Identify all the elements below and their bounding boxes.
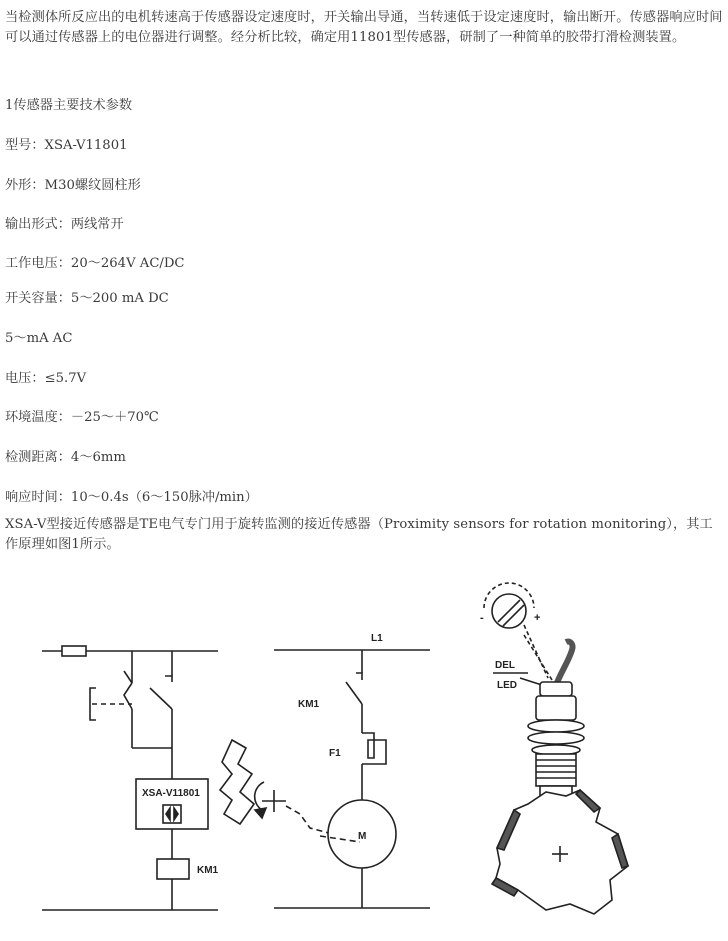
led-label: LED	[497, 680, 517, 691]
spec-shape: 外形：M30螺纹圆柱形	[5, 178, 141, 193]
description-paragraph: XSA-V型接近传感器是TE电气专门用于旋转监测的接近传感器（Proximity sensors for rotation monitoring），其工作原理如图1所示。	[5, 517, 713, 552]
motor-circuit	[274, 633, 430, 908]
spec-voltage-clipped: 工作电压：20～264V AC/DC	[5, 256, 185, 271]
left-circuit	[42, 646, 219, 910]
f1-label: F1	[329, 748, 341, 759]
km1-coil	[157, 859, 189, 879]
l1-label: L1	[371, 633, 383, 644]
section-heading: 1传感器主要技术参数	[5, 98, 133, 113]
del-label: DEL	[495, 660, 515, 671]
spec-model: 型号：XSA-V11801	[5, 138, 128, 153]
minus-label: -	[480, 612, 484, 624]
km1-switch-label: KM1	[298, 699, 320, 710]
plus-label: +	[534, 612, 541, 624]
spec-capacity-ac: 5～mA AC	[5, 331, 73, 346]
spec-response-time: 响应时间：10～0.4s（6～150脉冲/min）	[5, 490, 258, 505]
motor-label: M	[358, 831, 367, 842]
sensor-box	[136, 779, 208, 829]
spec-output: 输出形式：两线常开	[5, 217, 124, 232]
km1-coil-label: KM1	[197, 865, 219, 876]
sensor-illustration	[480, 583, 628, 914]
f1-relay	[362, 733, 386, 764]
figure-1-principle-diagram	[0, 578, 728, 937]
spec-voltage-drop: 电压：≤5.7V	[5, 371, 87, 386]
cam-wheel	[496, 790, 628, 914]
sensor-label: XSA-V11801	[142, 788, 200, 799]
spec-temperature: 环境温度：－25～＋70℃	[5, 410, 159, 425]
fuse-symbol	[62, 646, 86, 656]
intro-paragraph: 当检测体所反应出的电机转速高于传感器设定速度时，开关输出导通，当转速低于设定速度时，输出断开。传感器响应时间可以通过传感器上的电位器进行调整。经分析比较，确定用11801型传感器，研制了一种简单的胶带打滑检测装置。	[5, 10, 723, 45]
spec-capacity: 开关容量：5～200 mA DC	[5, 291, 169, 306]
spec-distance: 检测距离：4～6mm	[5, 450, 126, 465]
